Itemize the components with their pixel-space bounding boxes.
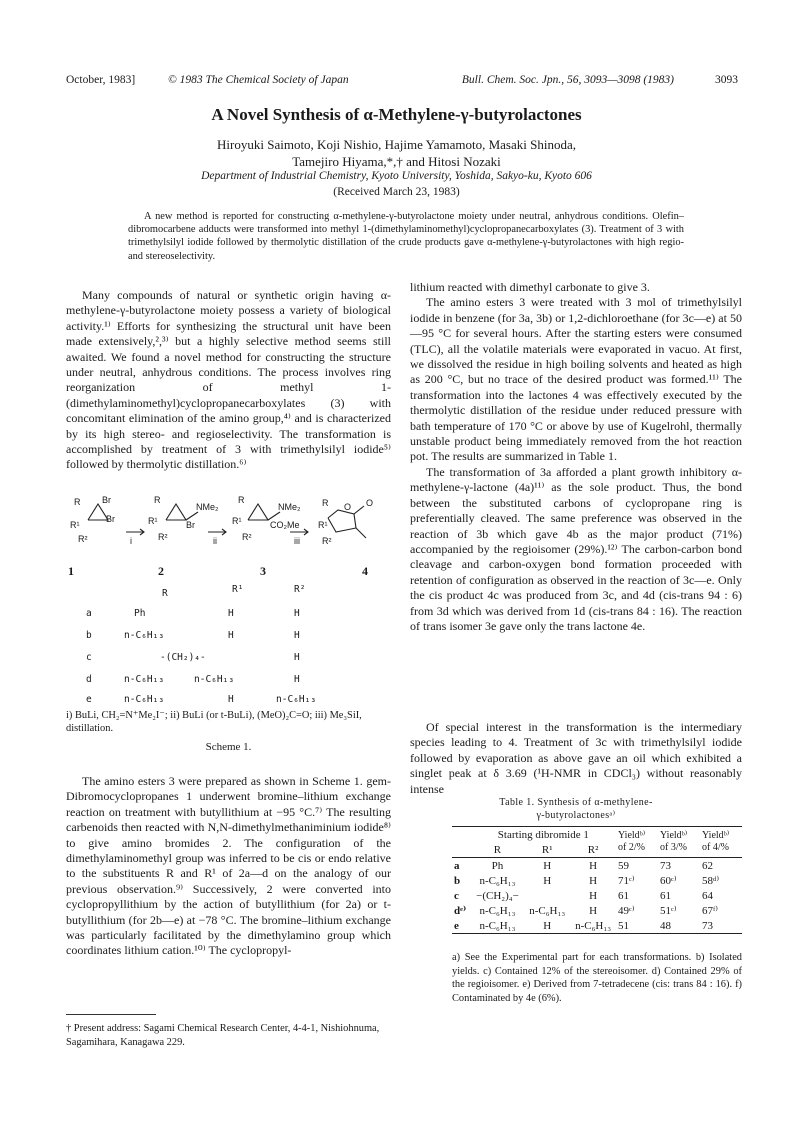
row-r2: H (294, 674, 300, 685)
table-cell-y3: 73 (660, 859, 671, 872)
cyclopropane-ring-2 (166, 504, 186, 520)
row-r2: n-C₆H₁₃ (276, 694, 317, 705)
authors-line-1: Hiroyuki Saimoto, Koji Nishio, Hajime Yamamoto, Masaki Shinoda, (217, 137, 576, 152)
table-cell-r2: n-C₆H₁₃ (575, 919, 612, 932)
table-cell-r: n-C₆H₁₃ (479, 904, 516, 917)
header-copyright: © 1983 The Chemical Society of Japan (168, 74, 349, 86)
table-cell-y2: 51 (618, 919, 629, 932)
row-r2: H (294, 630, 300, 641)
br-label: Br (102, 495, 111, 505)
page-number: 3093 (715, 74, 738, 86)
table-cell-r: −(CH₂)₄− (476, 889, 519, 902)
row-r2: H (294, 608, 300, 619)
table-cell-id: e (454, 919, 459, 932)
row-r1: H (228, 630, 234, 641)
table-cell-y2: 59 (618, 859, 629, 872)
compound-number-2: 2 (158, 564, 164, 578)
r2-label: R² (242, 532, 252, 542)
row-r1: n-C₆H₁₃ (194, 674, 235, 685)
table-header-r2: R² (587, 843, 599, 856)
table-cell-id: b (454, 874, 461, 887)
table-cell-r2: H (589, 874, 598, 887)
row-r: n-C₆H₁₃ (124, 674, 165, 685)
table-cell-r1 (524, 888, 570, 903)
table-cell-y4: 58ᵈ⁾ (702, 875, 720, 887)
left-column-bottom (66, 774, 391, 959)
article-title: A Novel Synthesis of α-Methylene-γ-butyrolactones (211, 105, 582, 124)
row-id: a (86, 608, 92, 619)
r-label: R (238, 495, 245, 505)
table-cell-r: n-C₆H₁₃ (479, 874, 516, 887)
row-id: e (86, 694, 92, 705)
br-label: Br (186, 520, 195, 530)
row-id: b (86, 630, 92, 641)
table-cell-y3: 61 (660, 889, 671, 902)
table-row (452, 858, 742, 874)
nme2-label: NMe₂ (278, 502, 301, 512)
table-group-header: Starting dibromide 1 (497, 828, 589, 841)
table-header-y2: Yieldᵇ⁾ of 2/% (618, 830, 646, 853)
table-cell-y2: 49ᶜ⁾ (618, 905, 635, 917)
substituent-header-r1: R¹ (232, 584, 244, 595)
ring-oxygen-label: O (344, 502, 352, 512)
table-cell-r: n-C₆H₁₃ (479, 919, 516, 932)
cyclopropane-ring-1 (88, 504, 108, 520)
table-cell-id: a (454, 859, 460, 872)
table-header-y4: Yieldᵇ⁾ of 4/% (702, 830, 730, 853)
right-column-top (410, 280, 742, 634)
carbonyl-oxygen-label: O (366, 498, 374, 508)
scheme-reagents: i) BuLi, CH₂=N⁺Me₂I⁻; ii) BuLi (or t-BuLi), (MeO)₂C=O; iii) Me₃SiI, distillation. (66, 710, 362, 734)
row-r: n-C₆H₁₃ (124, 694, 165, 705)
scheme-1 (66, 492, 391, 707)
r1-label: R¹ (318, 520, 328, 530)
compound-number-1: 1 (68, 564, 74, 578)
abstract: A new method is reported for constructing α-methylene-γ-butyrolactone moiety under neutral, anhydrous conditions. Olefin–dibromocarbene adducts were transformed into methyl 1-(dimethylaminomethyl)cyclopropanecarboxylates (3). Treatment of 3 with trimethylsilyl iodide followed by thermolytic distillation of the crude products gave α-methylene-γ-butyrolactones with high regio- and stereoselectivity. (128, 211, 684, 262)
table-cell-id: c (454, 889, 459, 902)
cyclopropane-ring-3 (248, 504, 268, 520)
arrow-label-iii: iii (294, 536, 300, 546)
table-cell-r2: H (589, 889, 598, 902)
row-r1: H (228, 694, 234, 705)
paragraph-continued: lithium reacted with dimethyl carbonate to give 3. (410, 280, 650, 294)
table-row (452, 888, 742, 903)
table-cell-y3: 48 (660, 919, 671, 932)
table-1 (452, 826, 742, 934)
compound-number-3: 3 (260, 564, 266, 578)
table-header-y3: Yieldᵇ⁾ of 3/% (660, 830, 688, 853)
table-cell-y4: 64 (702, 889, 713, 902)
r1-label: R¹ (232, 516, 242, 526)
r1-label: R¹ (70, 520, 80, 530)
header-date: October, 1983] (66, 74, 136, 86)
paragraph: The amino esters 3 were prepared as shown in Scheme 1. gem-Dibromocyclopropanes 1 underwent bromine–lithium exchange reaction on treatment with butyllithium at −95 °C.⁷⁾ The resulting carbenoids then reacted with N,N-dimethylmethaniminium iodide⁸⁾ to give amino bromides 2. The configuration of the dimethylaminomethyl group was inferred to be cis or endo relative to the substituents R and R¹ of 2a—d on the analogy of our previous observation.⁹⁾ Successively, 2 were converted into cyclopropyllithium by the action of butyllithium (for 2a) or t-butyllithium (for 2b—e) at −78 °C. The bromine–lithium exchange was particularly facilitated by the dimethylamino group which coordinates lithium cation.¹⁰⁾ The cyclopropyl- (66, 774, 391, 958)
received-date: (Received March 23, 1983) (333, 186, 460, 198)
table-header-r1: R¹ (541, 843, 553, 856)
scheme-caption: Scheme 1. (205, 741, 252, 753)
nme2-label: NMe₂ (196, 502, 219, 512)
authors (0, 136, 793, 170)
authors-line-2: Tamejiro Hiyama,*,† and Hitosi Nozaki (292, 154, 501, 169)
table-cell-r1: H (543, 919, 552, 932)
footnote-rule (66, 1014, 156, 1015)
table-cell-y4: 62 (702, 859, 713, 872)
row-r1: H (228, 608, 234, 619)
table-cell-y2: 61 (618, 889, 629, 902)
table-cell-y4: 73 (702, 919, 713, 932)
paragraph: The amino esters 3 were treated with 3 mol of trimethylsilyl iodide in benzene (for 3a, 3b) or 1,2-dichloroethane (for 3c—e) at 50—95 °C for several hours. After the starting esters were consumed (TLC), all the volatile materials were evaporated in vacuo. At first, we dissolved the residue in high boiling solvents and heated as high as 200 °C, but no trace of the desired product was formed.¹¹⁾ The transformation into the lactones 4 was effectively executed by the thermolytic distillation of the residue under reduced pressure with bath temperature of 170 °C or above by use of Kugelrohl, thermally unstable product being immediately removed from the hot reaction pot. The results are summarized in Table 1. (410, 295, 742, 464)
r1-label: R¹ (148, 516, 158, 526)
table-row (452, 873, 742, 888)
table-cell-r1: H (543, 874, 552, 887)
arrow-label-i: i (130, 536, 132, 546)
table-cell-y3: 51ᶜ⁾ (660, 905, 677, 917)
row-r2: H (294, 652, 300, 663)
table-row (452, 918, 742, 934)
r-label: R (74, 497, 81, 507)
table-caption-line-2: γ-butyrolactonesᵃ⁾ (536, 810, 616, 821)
r2-label: R² (322, 536, 332, 546)
r2-label: R² (158, 532, 168, 542)
paragraph: Many compounds of natural or synthetic origin having α-methylene-γ-butyrolactone moiety possess a variety of biological activity.¹⁾ Efforts for synthesizing the structural unit have been made extensively,²,³⁾ but a highly selective method seems still awaited. We found a novel method for constructing the structure under neutral, anhydrous conditions. The process involves ring reorganization of methyl 1-(dimethylaminomethyl)cyclopropanecarboxylates (3) with concomitant elimination of the amino group,⁴⁾ and is characterized by its high stereo- and regioselectivity. The transformation is accomplished by treatment of 3 with trimethylsilyl iodide⁵⁾ followed by thermolytic distillation.⁶⁾ (66, 288, 391, 472)
row-id: c (86, 652, 92, 663)
header-journal: Bull. Chem. Soc. Jpn., 56, 3093—3098 (1983) (461, 74, 674, 86)
paragraph: The transformation of 3a afforded a plant growth inhibitory α-methylene-γ-lactone (4a)¹¹⁾ as the sole product. Thus, the bond between the substituted carbons of cyclopropane ring is preferentially cleaved. The same preference was observed in the reaction of 3b which gave 4b as the major product (71%) accompanied by the regioisomer (29%).¹²⁾ The carbon-carbon bond cleavage and carbon-oxygen bond formation proceeded with retention of configuration as observed in the reaction of 3c—e. Only the cis product 4c was produced from 3c, and 4d (cis-trans 94 : 6) from 3d which was derived from 1d (cis-trans 84 : 16). The reaction of trans isomer 3e gave only the trans lactone 4e. (410, 464, 742, 633)
table-row (452, 903, 742, 918)
co2me-label: CO₂Me (270, 520, 300, 530)
r2-label: R² (78, 534, 88, 544)
table-cell-r: Ph (491, 859, 504, 872)
footnote: † Present address: Sagami Chemical Research Center, 4-4-1, Nishiohnuma, Sagamihara, Kanagawa 229. (66, 1023, 380, 1048)
table-cell-r1: H (543, 859, 552, 872)
r-label: R (322, 498, 329, 508)
paragraph: Of special interest in the transformation is the intermediary species leading to 4. Treatment of 3c with trimethylsilyl iodide followed by evaporation as above gave an oil which exhibited a singlet peak at δ 3.69 (¹H-NMR in CDCl₃) without reasonably intense (410, 720, 742, 796)
right-column-continued (410, 720, 742, 797)
running-header (66, 74, 738, 90)
left-column-top (66, 288, 391, 473)
table-cell-y4: 67ᶠ⁾ (702, 905, 718, 917)
row-r: -(CH₂)₄- (160, 652, 206, 663)
table-body (452, 858, 742, 934)
row-r: n-C₆H₁₃ (124, 630, 165, 641)
substituent-header-r2: R² (294, 584, 306, 595)
br-label: Br (106, 514, 115, 524)
compound-number-4: 4 (362, 564, 368, 578)
department: Department of Industrial Chemistry, Kyoto University, Yoshida, Sakyo-ku, Kyoto 606 (201, 170, 592, 182)
substituent-header-r: R (162, 588, 168, 599)
table-cell-r1: n-C₆H₁₃ (529, 904, 566, 917)
table-cell-y3: 60ᶜ⁾ (660, 875, 677, 887)
table-cell-r2: H (589, 859, 598, 872)
row-r: Ph (134, 608, 146, 619)
table-caption-line-1: Table 1. Synthesis of α-methylene- (499, 797, 653, 808)
table-cell-r2: H (589, 904, 598, 917)
arrow-label-ii: ii (213, 536, 217, 546)
table-caption (410, 796, 742, 822)
r-label: R (154, 495, 161, 505)
table-cell-y2: 71ᶜ⁾ (618, 875, 635, 887)
row-id: d (86, 674, 92, 685)
lactone-ring (328, 510, 356, 532)
table-cell-id: dᵉ⁾ (454, 905, 467, 917)
table-header-r: R (493, 843, 502, 856)
table-footnotes: a) See the Experimental part for each transformations. b) Isolated yields. c) Contained 12% of the stereoisomer. d) Contained 29% of the regioisomer. e) Derived from 7-tetradecene (cis: trans 84 : 16). f) Contaminated by 4e (6%). (452, 952, 742, 1004)
